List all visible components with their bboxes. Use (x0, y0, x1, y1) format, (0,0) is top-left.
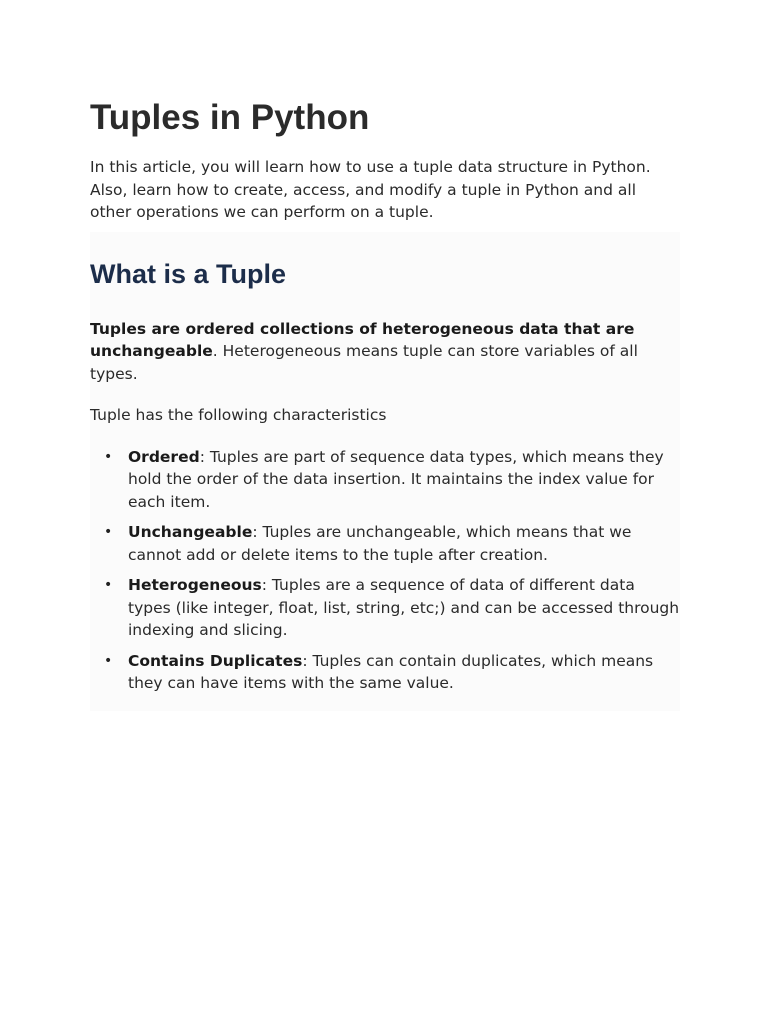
list-item-term: Heterogeneous (128, 576, 262, 594)
bullet-icon: • (104, 448, 113, 465)
list-item (104, 650, 680, 695)
list-item-desc: : Tuples are part of sequence data types, which means they hold the order of the data insertion. It maintains the index value for each item. (128, 447, 664, 511)
intro-paragraph: In this article, you will learn how to use a tuple data structure in Python. Also, learn how to create, access, and modify a tuple in Python and all other operations we can perform on a tuple. (90, 158, 651, 221)
list-item (104, 446, 680, 514)
list-item-desc: : Tuples are unchangeable, which means that we cannot add or delete items to the tuple after creation. (128, 523, 632, 564)
bullet-icon: • (104, 652, 113, 669)
definition-bold-text: Tuples are ordered collections of heterogeneous data that are unchangeable (90, 319, 635, 360)
list-item-term: Unchangeable (128, 523, 253, 541)
bullet-icon: • (104, 524, 113, 540)
list-item (104, 574, 680, 642)
article-body (90, 92, 680, 711)
list-item-term: Ordered (128, 447, 200, 466)
page-title: Tuples in Python (90, 98, 370, 137)
section-heading: What is a Tuple (90, 258, 287, 289)
bullet-icon: • (104, 577, 113, 593)
characteristics-list (90, 446, 680, 695)
list-item-term: Contains Duplicates (128, 651, 303, 670)
definition-paragraph (90, 318, 680, 386)
tuple-section (90, 232, 680, 711)
list-item-desc: : Tuples can contain duplicates, which means they can have items with the same value. (128, 651, 654, 692)
list-item (104, 521, 680, 566)
definition-rest-text: . Heterogeneous means tuple can store variables of all types. (90, 342, 638, 383)
characteristics-intro: Tuple has the following characteristics (90, 406, 387, 424)
list-item-desc: : Tuples are a sequence of data of different data types (like integer, float, list, string, etc;) and can be accessed through indexing and slicing. (128, 576, 680, 639)
